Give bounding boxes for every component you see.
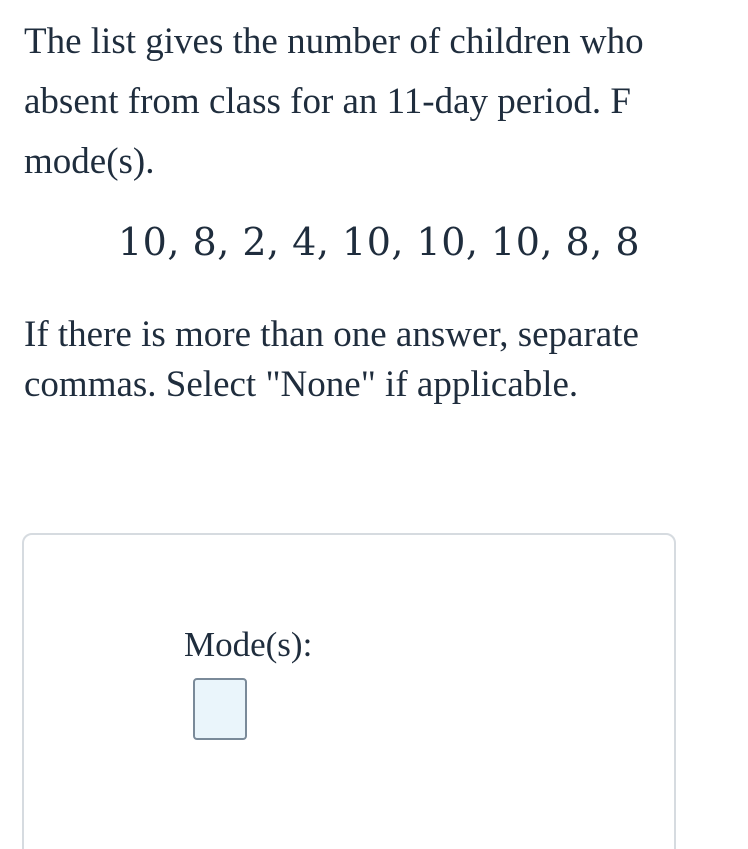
question-prompt [24,12,748,192]
question-line-3: mode(s). [24,141,155,182]
answer-panel [22,533,676,849]
question-line-1: The list gives the number of children who [24,21,644,62]
data-list: 10, 8, 2, 4, 10, 10, 10, 8, 8 [118,220,641,264]
instructions [24,310,748,410]
instruction-line-2: commas. Select "None" if applicable. [24,364,579,405]
instruction-line-1: If there is more than one answer, separate [24,314,639,355]
mode-answer-input[interactable] [193,678,247,740]
question-line-2: absent from class for an 11-day period. F [24,81,631,122]
mode-label: Mode(s): [184,625,313,664]
